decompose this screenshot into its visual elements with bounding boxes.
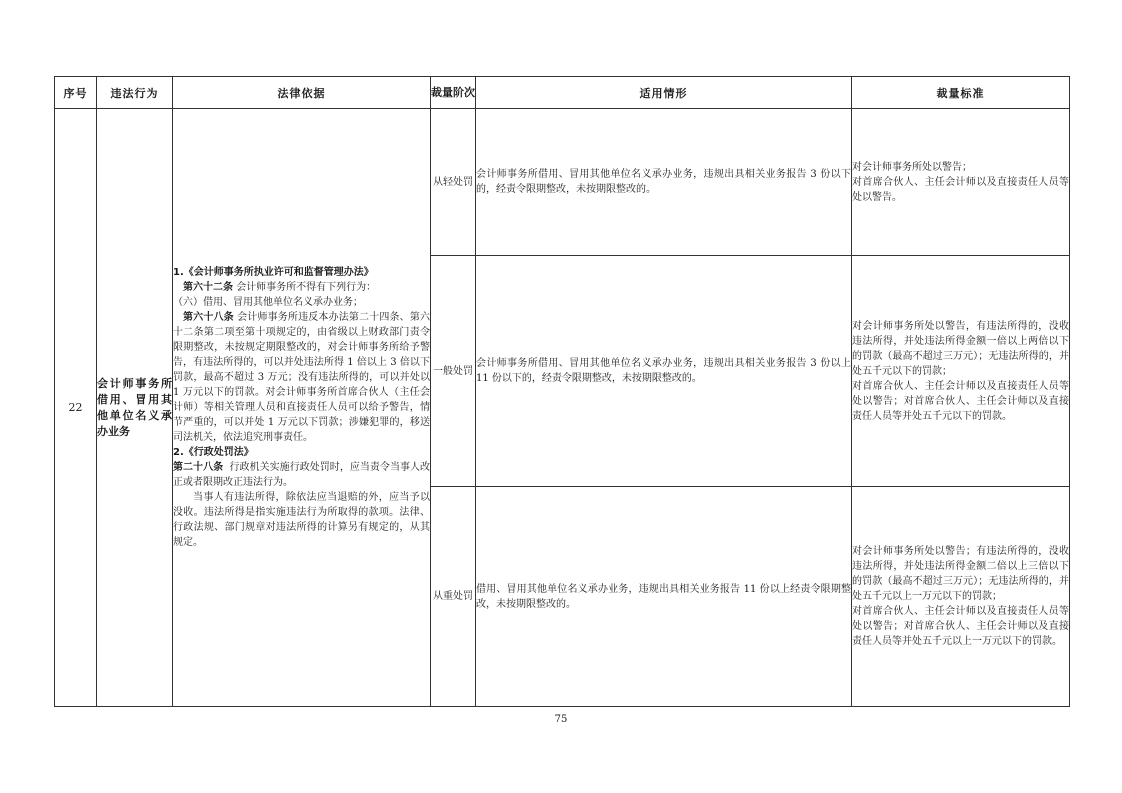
article-28-para2: 当事人有违法所得，除依法应当退赔的外，应当予以没收。违法所得是指实施违法行为所取得的款项。法律、行政法规、部门规章对违法所得的计算另有规定的，从其规定。 xyxy=(173,492,430,548)
level-light: 从轻处罚 xyxy=(431,109,476,256)
article-68-text: 会计师事务所违反本办法第二十四条、第六十二条第二项至第十项规定的，由省级以上财政部门责令限期整改，未按规定期限整改的，对会计师事务所给予警告，有违法所得的，可以并处违法所得 1 倍以上 3 倍以下罚款，最高不超过 3 万元；没有违法所得的，可以并处以 1 万元以下的罚款。对会计师事务所首席合伙人（主任会计师）等相关管理人员和直接责任人员可以给予警告，情节严重的，可以并处 1 万元以下罚款；涉嫌犯罪的，移送司法机关，依法追究刑事责任。 xyxy=(173,312,430,443)
header-situation: 适用情形 xyxy=(476,77,852,109)
standard-general xyxy=(852,256,1070,487)
page-number: 75 xyxy=(554,714,568,725)
article-28-text: 行政机关实施行政处罚时，应当责令当事人改正或者限期改正违法行为。 xyxy=(173,462,431,488)
row-number: 22 xyxy=(55,109,97,707)
standard-heavy-line-2: 对首席合伙人、主任会计师以及直接责任人员等处以警告；对首席合伙人、主任会计师以及直接责任人员等并处五千元以上一万元以下的罚款。 xyxy=(852,606,1069,647)
table-row xyxy=(55,109,1070,256)
law-title-2: 2.《行政处罚法》 xyxy=(173,447,254,458)
header-level: 裁量阶次 xyxy=(431,77,476,109)
level-heavy: 从重处罚 xyxy=(431,487,476,707)
standard-light-line-1: 对会计师事务所处以警告； xyxy=(852,161,972,173)
article-62: 第六十二条 xyxy=(183,282,233,293)
standard-light-line-2: 对首席合伙人、主任会计师以及直接责任人员等处以警告。 xyxy=(852,176,1069,203)
article-68: 第六十八条 xyxy=(183,312,234,323)
legal-basis xyxy=(173,109,431,707)
article-28: 第二十八条 xyxy=(173,462,224,473)
standard-general-line-1: 对会计师事务所处以警告，有违法所得的，没收违法所得，并处违法所得金额一倍以上两倍以下的罚款（最高不超过三万元）；无违法所得的，并处五千元以下的罚款； xyxy=(852,320,1069,377)
header-law: 法律依据 xyxy=(173,77,431,109)
standard-light xyxy=(852,109,1070,256)
law-title-1: 1.《会计师事务所执业许可和监督管理办法》 xyxy=(173,267,374,278)
standard-general-line-2: 对首席合伙人、主任会计师以及直接责任人员等处以警告；对首席合伙人、主任会计师以及直接责任人员等并处五千元以下的罚款。 xyxy=(852,380,1069,422)
situation-general: 会计师事务所借用、冒用其他单位名义承办业务，违规出具相关业务报告 3 份以上 11 份以下的，经责令限期整改，未按期限整改的。 xyxy=(476,256,852,487)
violation-act: 会计师事务所借用、冒用其他单位名义承办业务 xyxy=(97,109,173,707)
standard-heavy-line-1: 对会计师事务所处以警告；有违法所得的，没收违法所得，并处违法所得金额二倍以上三倍以下的罚款（最高不超过三万元）；无违法所得的，并处五千元以上一万元以下的罚款； xyxy=(852,546,1069,602)
situation-light: 会计师事务所借用、冒用其他单位名义承办业务，违规出具相关业务报告 3 份以下的，经责令限期整改，未按期限整改的。 xyxy=(476,109,852,256)
header-no: 序号 xyxy=(55,77,97,109)
table-header-row xyxy=(55,77,1070,109)
article-62-text: 会计师事务所不得有下列行为： xyxy=(236,282,377,293)
header-standard: 裁量标准 xyxy=(852,77,1070,109)
situation-heavy: 借用、冒用其他单位名义承办业务，违规出具相关业务报告 11 份以上经责令限期整改，未按期限整改的。 xyxy=(476,487,852,707)
standard-heavy xyxy=(852,487,1070,707)
article-62-item: （六）借用、冒用其他单位名义承办业务； xyxy=(173,297,363,308)
level-general: 一般处罚 xyxy=(431,256,476,487)
header-act: 违法行为 xyxy=(97,77,173,109)
penalty-table xyxy=(54,76,1070,707)
